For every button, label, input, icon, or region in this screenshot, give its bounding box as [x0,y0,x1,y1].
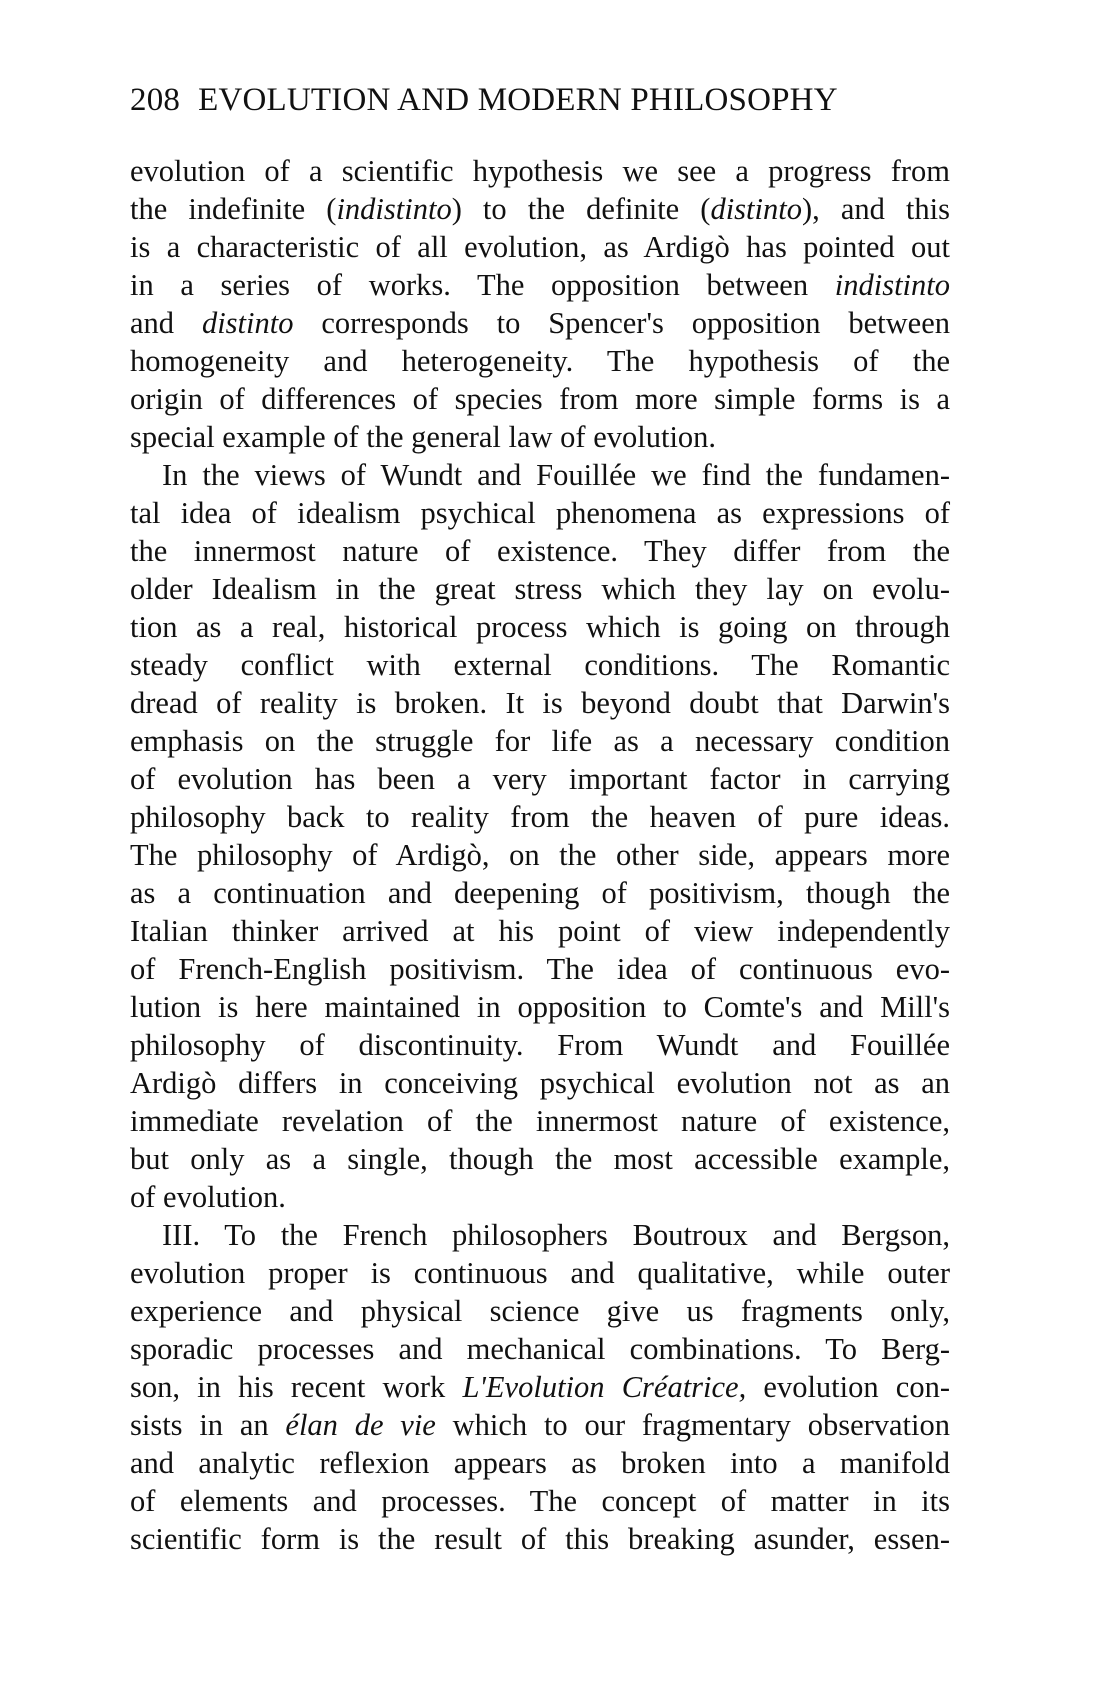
text-segment: sists in an [130,1408,286,1442]
text-line [130,1064,950,1102]
text-segment: The philosophy of Ardigò, on the other side, appears more [130,838,950,872]
text-segment: the indefinite ( [130,192,337,226]
text-line [130,1406,950,1444]
text-segment: immediate revelation of the innermost nature of existence, [130,1104,950,1138]
text-segment: evolution con- [746,1370,950,1404]
text-segment: dread of reality is broken. It is beyond doubt that Darwin's [130,686,950,720]
text-segment: In the views of Wundt and Fouillée we find the fundamen- [162,458,950,492]
text-line [130,1368,950,1406]
text-segment: ) to the definite ( [451,192,711,226]
text-segment: son, in his recent work [130,1370,463,1404]
text-segment: steady conflict with external conditions. The Romantic [130,648,950,682]
text-segment: but only as a single, though the most accessible example, [130,1142,950,1176]
text-line [130,1330,950,1368]
text-line [130,570,950,608]
text-line [130,342,950,380]
text-line [130,836,950,874]
text-segment: evolution proper is continuous and qualitative, while outer [130,1256,950,1290]
text-line [130,380,950,418]
text-segment: scientific form is the result of this breaking asunder, essen- [130,1522,950,1556]
text-line [130,1292,950,1330]
text-segment: lution is here maintained in opposition to Comte's and Mill's [130,990,950,1024]
text-segment: as a continuation and deepening of positivism, though the [130,876,950,910]
text-segment: origin of differences of species from more simple forms is a [130,382,950,416]
text-segment: of French-English positivism. The idea of continuous evo- [130,952,950,986]
text-line [130,304,950,342]
text-line [130,228,950,266]
text-segment: emphasis on the struggle for life as a necessary condition [130,724,950,758]
italic-term: élan de vie [285,1408,436,1442]
text-line [130,608,950,646]
text-line [130,950,950,988]
italic-term: distinto [710,192,802,226]
text-segment: which to our fragmentary observation [435,1408,950,1442]
text-segment: and analytic reflexion appears as broken into a manifold [130,1446,950,1480]
text-segment: corresponds to Spencer's opposition between [293,306,950,340]
running-head [130,80,950,120]
body-text [130,152,950,1558]
italic-term: indistinto [336,192,452,226]
text-segment: older Idealism in the great stress which they lay on evolu- [130,572,950,606]
text-line [130,1444,950,1482]
text-segment: tion as a real, historical process which is going on through [130,610,950,644]
text-line [130,418,950,456]
text-line [130,874,950,912]
text-segment: tal idea of idealism psychical phenomena as expressions of [130,496,950,530]
text-segment: is a characteristic of all evolution, as Ardigò has pointed out [130,230,950,264]
text-line [130,912,950,950]
text-segment: and [130,306,202,340]
text-segment: sporadic processes and mechanical combinations. To Berg- [130,1332,950,1366]
text-segment: evolution of a scientific hypothesis we see a progress from [130,154,950,188]
text-line [130,190,950,228]
text-line [130,760,950,798]
text-line [130,1178,950,1216]
text-line [130,684,950,722]
text-segment: philosophy of discontinuity. From Wundt and Fouillée [130,1028,950,1062]
text-line [130,1254,950,1292]
text-line [130,1482,950,1520]
text-segment: experience and physical science give us fragments only, [130,1294,950,1328]
text-segment: ), and this [801,192,951,226]
text-line [130,532,950,570]
text-line [130,1520,950,1558]
text-line [130,1102,950,1140]
text-line [130,1026,950,1064]
text-line [130,988,950,1026]
text-segment: Ardigò differs in conceiving psychical evolution not as an [130,1066,950,1100]
text-line [130,152,950,190]
text-line [130,1216,950,1254]
text-segment: of evolution has been a very important factor in carrying [130,762,950,796]
text-segment: the innermost nature of existence. They differ from the [130,534,950,568]
text-segment: of elements and processes. The concept of matter in its [130,1484,950,1518]
italic-term: L'Evolution Créatrice, [462,1370,747,1404]
text-segment: philosophy back to reality from the heaven of pure ideas. [130,800,950,834]
italic-term: distinto [201,306,294,340]
text-segment: in a series of works. The opposition between [130,268,835,302]
text-segment: III. To the French philosophers Boutroux and Bergson, [162,1218,950,1252]
text-line [130,798,950,836]
page-number: 208 [130,82,181,118]
text-line [130,456,950,494]
text-line [130,266,950,304]
text-line [130,722,950,760]
text-line [130,646,950,684]
text-line [130,1140,950,1178]
text-segment: homogeneity and heterogeneity. The hypothesis of the [130,344,950,378]
running-title: EVOLUTION AND MODERN PHILOSOPHY [198,82,838,118]
italic-term: indistinto [834,268,950,302]
text-segment: Italian thinker arrived at his point of view independently [130,914,950,948]
text-segment: special example of the general law of evolution. [130,420,717,454]
text-line [130,494,950,532]
text-segment: of evolution. [130,1180,286,1214]
